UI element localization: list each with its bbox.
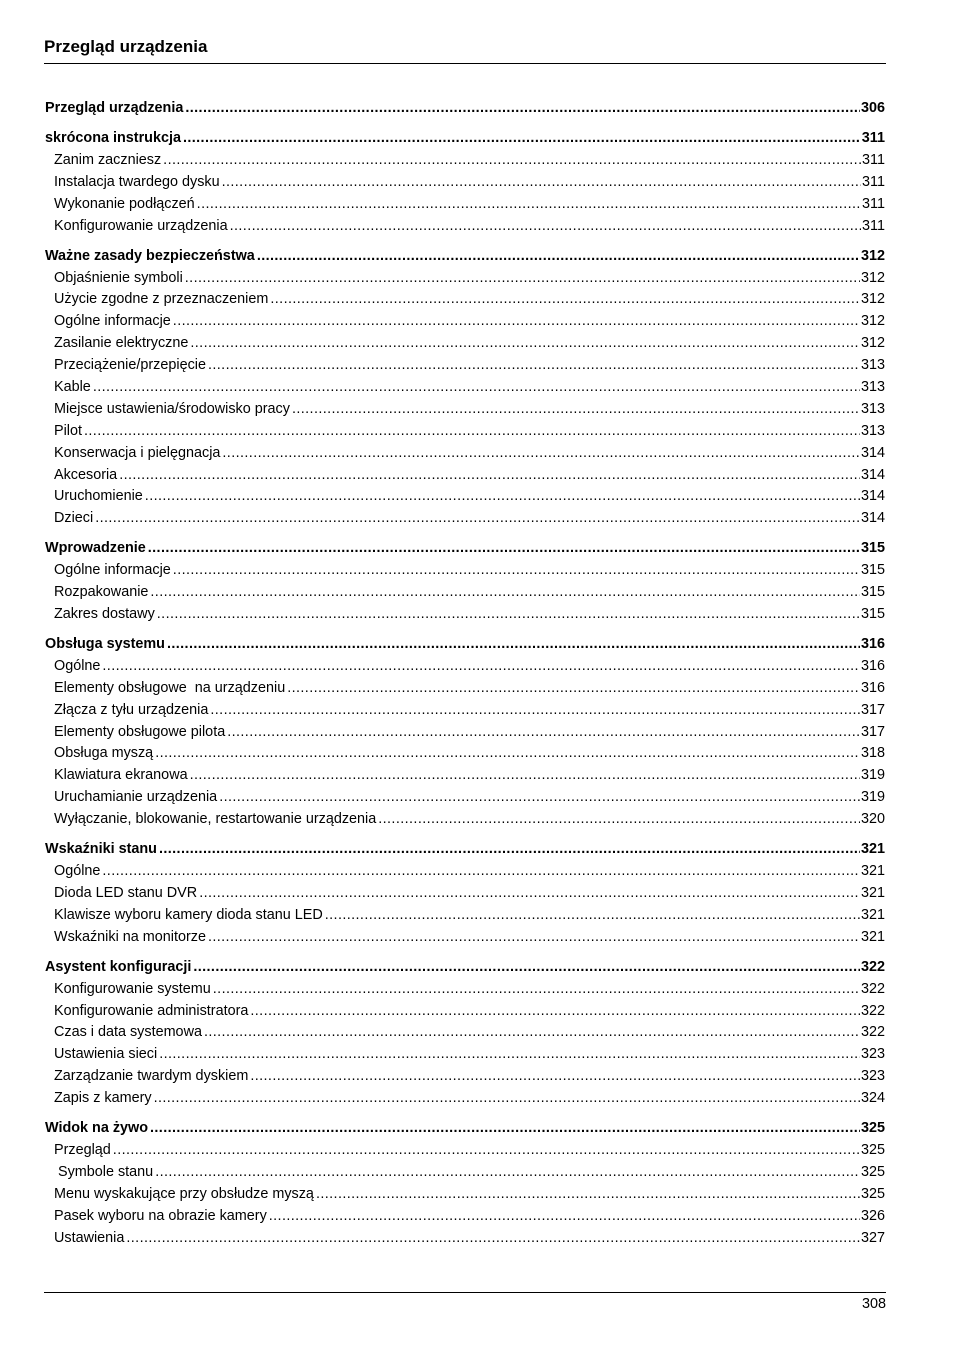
toc-entry-subsection[interactable] <box>45 811 885 833</box>
toc-entry-subsection[interactable] <box>45 270 885 292</box>
toc-entry-subsection[interactable] <box>45 702 885 724</box>
toc-entry-subsection[interactable] <box>45 152 885 174</box>
toc-section <box>45 540 885 628</box>
toc-dot-leader <box>190 767 860 783</box>
toc-dot-leader <box>93 379 860 395</box>
toc-entry-title: Przeciążenie/przepięcie <box>54 357 206 374</box>
toc-dot-leader <box>219 789 860 805</box>
toc-entry-title: Obsługa systemu <box>45 635 165 652</box>
toc-entry-subsection[interactable] <box>45 467 885 489</box>
toc-dot-leader <box>150 1120 860 1136</box>
toc-dot-leader <box>316 1186 860 1202</box>
toc-entry-subsection[interactable] <box>45 445 885 467</box>
toc-entry-title: Ogólne <box>54 657 101 674</box>
toc-dot-leader <box>155 745 860 761</box>
toc-entry-subsection[interactable] <box>45 1068 885 1090</box>
toc-entry-page: 319 <box>860 789 885 806</box>
toc-entry-chapter[interactable] <box>45 130 885 152</box>
toc-dot-leader <box>84 423 860 439</box>
toc-entry-title: Miejsce ustawienia/środowisko pracy <box>54 400 290 417</box>
toc-entry-title: Pasek wyboru na obrazie kamery <box>54 1207 267 1224</box>
toc-entry-chapter[interactable] <box>45 959 885 981</box>
toc-entry-subsection[interactable] <box>45 510 885 532</box>
toc-entry-title: Obsługa myszą <box>54 745 154 762</box>
toc-dot-leader <box>173 562 860 578</box>
toc-entry-chapter[interactable] <box>45 248 885 270</box>
toc-entry-page: 327 <box>860 1229 885 1246</box>
toc-dot-leader <box>126 1230 860 1246</box>
toc-entry-page: 321 <box>860 928 885 945</box>
toc-dot-leader <box>378 811 860 827</box>
toc-entry-subsection[interactable] <box>45 789 885 811</box>
toc-dot-leader <box>227 724 860 740</box>
toc-entry-subsection[interactable] <box>45 907 885 929</box>
toc-entry-page: 313 <box>860 400 885 417</box>
toc-entry-subsection[interactable] <box>45 1090 885 1112</box>
toc-section <box>45 959 885 1112</box>
toc-entry-page: 306 <box>860 100 885 116</box>
toc-dot-leader <box>102 658 860 674</box>
toc-dot-leader <box>213 981 860 997</box>
toc-entry-page: 315 <box>860 606 885 623</box>
toc-entry-page: 322 <box>860 958 885 975</box>
toc-section <box>45 248 885 533</box>
toc-entry-page: 324 <box>860 1090 885 1107</box>
toc-entry-page: 322 <box>860 1024 885 1041</box>
toc-entry-page: 321 <box>860 884 885 901</box>
toc-entry-title: Ogólne <box>54 863 101 880</box>
toc-entry-subsection[interactable] <box>45 1208 885 1230</box>
toc-dot-leader <box>102 863 860 879</box>
toc-entry-chapter[interactable] <box>45 841 885 863</box>
toc-entry-subsection[interactable] <box>45 488 885 510</box>
toc-entry-page: 318 <box>860 745 885 762</box>
toc-entry-page: 320 <box>860 811 885 828</box>
toc-dot-leader <box>204 1024 860 1040</box>
toc-dot-leader <box>95 510 860 526</box>
toc-dot-leader <box>190 335 860 351</box>
toc-entry-page: 317 <box>860 701 885 718</box>
toc-dot-leader <box>222 174 861 190</box>
toc-entry-title: Wprowadzenie <box>45 540 146 557</box>
toc-entry-title: Dioda LED stanu DVR <box>54 884 198 901</box>
toc-entry-subsection[interactable] <box>45 1024 885 1046</box>
toc-entry-title: Konserwacja i pielęgnacja <box>54 444 221 461</box>
toc-dot-leader <box>210 702 860 718</box>
toc-entry-subsection[interactable] <box>45 1142 885 1164</box>
toc-section <box>45 100 885 122</box>
toc-entry-page: 311 <box>861 130 885 146</box>
toc-entry-subsection[interactable] <box>45 562 885 584</box>
toc-entry-page: 321 <box>860 841 885 858</box>
toc-dot-leader <box>269 1208 860 1224</box>
toc-entry-page: 315 <box>860 540 885 557</box>
toc-entry-page: 314 <box>860 510 885 527</box>
toc-entry-title: Wykonanie podłączeń <box>54 195 195 212</box>
toc-entry-title: Objaśnienie symboli <box>54 269 183 286</box>
toc-entry-title: Klawisze wyboru kamery dioda stanu LED <box>54 906 323 923</box>
toc-entry-subsection[interactable] <box>45 1164 885 1186</box>
toc-entry-title: Elementy obsługowe pilota <box>54 723 226 740</box>
toc-entry-title: Użycie zgodne z przeznaczeniem <box>54 291 269 308</box>
toc-dot-leader <box>185 270 860 286</box>
toc-entry-subsection[interactable] <box>45 658 885 680</box>
toc-entry-subsection[interactable] <box>45 606 885 628</box>
toc-entry-title: Czas i data systemowa <box>54 1024 202 1041</box>
toc-dot-leader <box>119 467 860 483</box>
toc-entry-page: 314 <box>860 444 885 461</box>
toc-entry-title: Dzieci <box>54 510 94 527</box>
toc-entry-page: 325 <box>860 1163 885 1180</box>
toc-entry-title: Przegląd urządzenia <box>45 100 184 116</box>
toc-entry-subsection[interactable] <box>45 981 885 1003</box>
toc-entry-page: 312 <box>860 291 885 308</box>
toc-entry-page: 321 <box>860 906 885 923</box>
toc-entry-subsection[interactable] <box>45 1230 885 1252</box>
toc-dot-leader <box>222 445 860 461</box>
toc-entry-page: 312 <box>860 247 885 264</box>
toc-section <box>45 636 885 833</box>
toc-entry-page: 311 <box>862 195 885 212</box>
toc-entry-page: 311 <box>862 217 885 234</box>
toc-dot-leader <box>292 401 860 417</box>
toc-entry-subsection[interactable] <box>45 1003 885 1025</box>
toc-entry-page: 312 <box>860 313 885 330</box>
toc-dot-leader <box>287 680 860 696</box>
toc-entry-title: Rozpakowanie <box>54 584 149 601</box>
toc-entry-page: 323 <box>860 1068 885 1085</box>
toc-entry-page: 317 <box>860 723 885 740</box>
toc-dot-leader <box>155 1164 860 1180</box>
toc-entry-subsection[interactable] <box>45 174 885 196</box>
toc-dot-leader <box>199 885 860 901</box>
toc-entry-subsection[interactable] <box>45 423 885 445</box>
toc-entry-chapter[interactable] <box>45 540 885 562</box>
toc-entry-subsection[interactable] <box>45 767 885 789</box>
toc-entry-subsection[interactable] <box>45 196 885 218</box>
toc-entry-title: Asystent konfiguracji <box>45 958 192 975</box>
table-of-contents <box>45 100 885 1259</box>
toc-entry-page: 312 <box>860 335 885 352</box>
toc-entry-page: 321 <box>860 863 885 880</box>
toc-dot-leader <box>183 130 861 146</box>
toc-dot-leader <box>270 291 860 307</box>
toc-entry-subsection[interactable] <box>45 1186 885 1208</box>
toc-entry-title: Kable <box>54 379 91 396</box>
toc-section <box>45 130 885 240</box>
toc-entry-title: Pilot <box>54 422 82 439</box>
toc-entry-title: Menu wyskakujące przy obsłudze myszą <box>54 1185 314 1202</box>
toc-entry-subsection[interactable] <box>45 401 885 423</box>
toc-entry-subsection[interactable] <box>45 929 885 951</box>
toc-entry-subsection[interactable] <box>45 584 885 606</box>
toc-entry-chapter[interactable] <box>45 636 885 658</box>
toc-entry-page: 326 <box>860 1207 885 1224</box>
toc-entry-title: Elementy obsługowe na urządzeniu <box>54 679 286 696</box>
toc-entry-page: 316 <box>860 657 885 674</box>
toc-entry-title: Zarządzanie twardym dyskiem <box>54 1068 249 1085</box>
toc-entry-page: 319 <box>860 767 885 784</box>
toc-entry-page: 313 <box>860 379 885 396</box>
toc-dot-leader <box>193 959 860 975</box>
toc-entry-title: Uruchomienie <box>54 488 143 505</box>
toc-entry-page: 322 <box>860 1002 885 1019</box>
toc-entry-subsection[interactable] <box>45 291 885 313</box>
toc-entry-title: Wskaźniki na monitorze <box>54 928 206 945</box>
toc-entry-page: 314 <box>860 488 885 505</box>
toc-dot-leader <box>157 606 860 622</box>
toc-dot-leader <box>167 636 860 652</box>
toc-entry-title: Uruchamianie urządzenia <box>54 789 218 806</box>
toc-entry-title: Przegląd <box>54 1141 111 1158</box>
toc-entry-page: 311 <box>862 173 885 190</box>
toc-dot-leader <box>159 1046 860 1062</box>
toc-dot-leader <box>185 100 860 116</box>
toc-dot-leader <box>148 540 860 556</box>
toc-entry-chapter[interactable] <box>45 100 885 122</box>
toc-entry-title: Zasilanie elektryczne <box>54 335 189 352</box>
toc-entry-title: Akcesoria <box>54 466 118 483</box>
toc-entry-title: Widok na żywo <box>45 1119 149 1136</box>
toc-dot-leader <box>250 1003 860 1019</box>
toc-entry-page: 316 <box>860 635 885 652</box>
toc-entry-title: Konfigurowanie systemu <box>54 980 211 997</box>
toc-entry-title: Zanim zaczniesz <box>54 152 162 168</box>
toc-entry-title: Ustawienia sieci <box>54 1046 158 1063</box>
toc-dot-leader <box>159 841 860 857</box>
toc-dot-leader <box>325 907 860 923</box>
toc-entry-subsection[interactable] <box>45 885 885 907</box>
toc-entry-page: 311 <box>862 152 885 168</box>
toc-entry-title: Ważne zasady bezpieczeństwa <box>45 247 255 264</box>
toc-entry-subsection[interactable] <box>45 680 885 702</box>
page-title: Przegląd urządzenia <box>44 37 208 56</box>
toc-dot-leader <box>113 1142 860 1158</box>
toc-dot-leader <box>257 248 860 264</box>
page-number: 308 <box>861 1296 886 1312</box>
toc-entry-title: Ustawienia <box>54 1229 125 1246</box>
toc-dot-leader <box>208 929 860 945</box>
toc-entry-title: Wyłączanie, blokowanie, restartowanie urządzenia <box>54 811 377 828</box>
toc-dot-leader <box>250 1068 860 1084</box>
toc-entry-subsection[interactable] <box>45 313 885 335</box>
toc-entry-title: Instalacja twardego dysku <box>54 173 220 190</box>
toc-entry-subsection[interactable] <box>45 1046 885 1068</box>
toc-dot-leader <box>163 152 861 168</box>
toc-entry-title: Konfigurowanie urządzenia <box>54 217 228 234</box>
toc-entry-subsection[interactable] <box>45 218 885 240</box>
toc-dot-leader <box>230 218 861 234</box>
toc-entry-page: 316 <box>860 679 885 696</box>
toc-entry-title: skrócona instrukcja <box>45 130 181 146</box>
toc-dot-leader <box>150 584 860 600</box>
toc-section <box>45 1120 885 1251</box>
toc-dot-leader <box>197 196 861 212</box>
toc-dot-leader <box>154 1090 860 1106</box>
toc-dot-leader <box>208 357 860 373</box>
toc-entry-subsection[interactable] <box>45 357 885 379</box>
toc-entry-subsection[interactable] <box>45 863 885 885</box>
toc-dot-leader <box>173 313 860 329</box>
toc-entry-page: 312 <box>860 269 885 286</box>
toc-entry-page: 323 <box>860 1046 885 1063</box>
toc-entry-subsection[interactable] <box>45 335 885 357</box>
page-header <box>44 36 886 64</box>
toc-entry-title: Konfigurowanie administratora <box>54 1002 249 1019</box>
toc-entry-title: Zapis z kamery <box>54 1090 152 1107</box>
toc-entry-page: 315 <box>860 562 885 579</box>
toc-entry-page: 325 <box>860 1141 885 1158</box>
toc-entry-title: Zakres dostawy <box>54 606 155 623</box>
toc-section <box>45 841 885 951</box>
toc-entry-page: 313 <box>860 422 885 439</box>
toc-entry-title: Klawiatura ekranowa <box>54 767 188 784</box>
toc-entry-title: Wskaźniki stanu <box>45 841 157 858</box>
toc-entry-page: 325 <box>860 1185 885 1202</box>
page-footer <box>44 1292 886 1312</box>
toc-entry-subsection[interactable] <box>45 745 885 767</box>
toc-entry-page: 314 <box>860 466 885 483</box>
toc-entry-page: 322 <box>860 980 885 997</box>
toc-dot-leader <box>145 488 860 504</box>
toc-entry-subsection[interactable] <box>45 724 885 746</box>
toc-entry-page: 313 <box>860 357 885 374</box>
toc-entry-page: 325 <box>860 1119 885 1136</box>
toc-entry-chapter[interactable] <box>45 1120 885 1142</box>
toc-entry-title: Ogólne informacje <box>54 313 171 330</box>
toc-entry-title: Symbole stanu <box>54 1163 154 1180</box>
toc-entry-page: 315 <box>860 584 885 601</box>
toc-entry-title: Złącza z tyłu urządzenia <box>54 701 209 718</box>
toc-entry-subsection[interactable] <box>45 379 885 401</box>
toc-entry-title: Ogólne informacje <box>54 562 171 579</box>
